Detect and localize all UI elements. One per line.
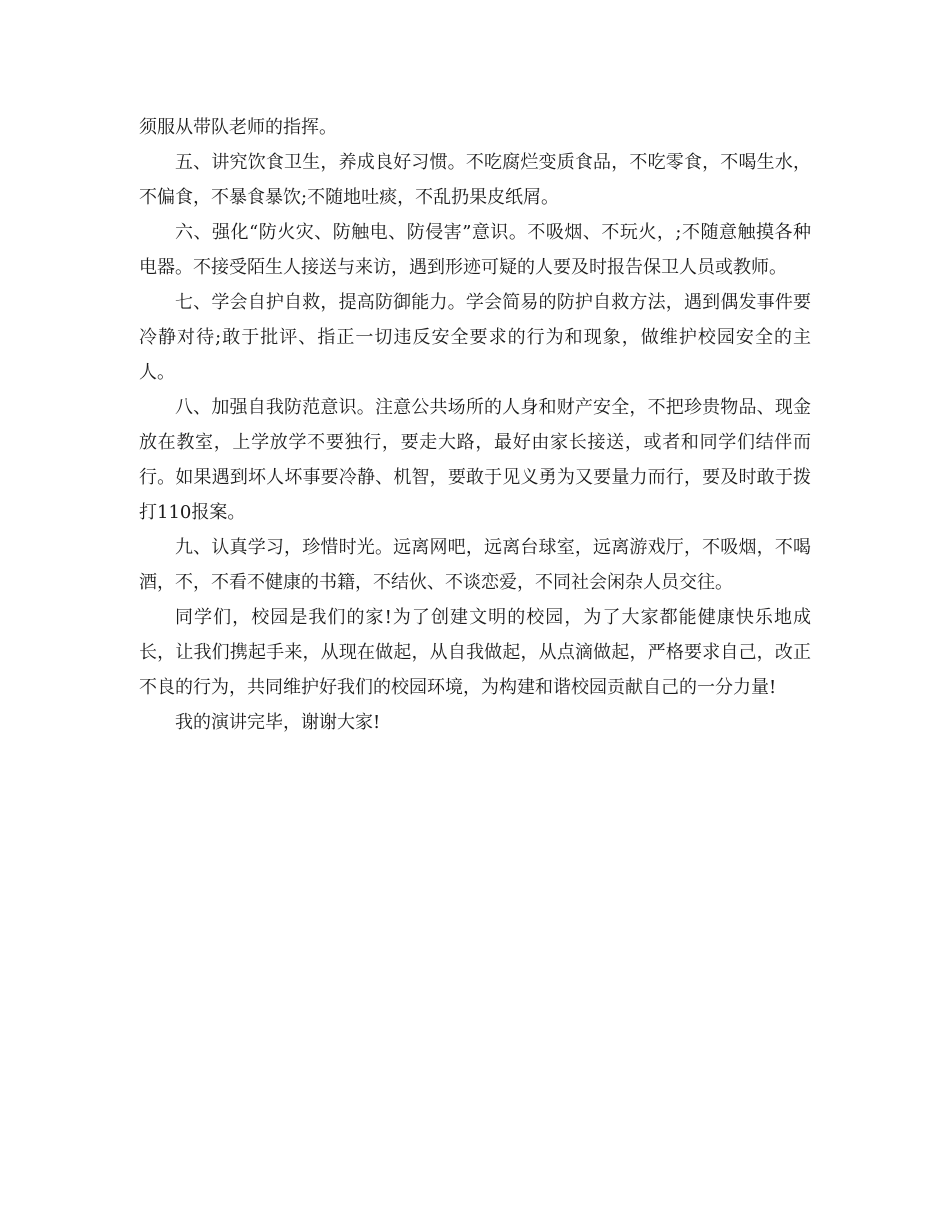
paragraph-rule-7: 七、学会自护自救，提高防御能力。学会简易的防护自救方法，遇到偶发事件要冷静对待;敢于批评、指正一切违反安全要求的行为和现象，做维护校园安全的主人。 — [139, 292, 811, 383]
paragraph-rule-6: 六、强化“防火灾、防触电、防侵害”意识。不吸烟、不玩火，;不随意触摸各种电器。不接受陌生人接送与来访，遇到形迹可疑的人要及时报告保卫人员或教师。 — [139, 222, 811, 278]
paragraph-continuation: 须服从带队老师的指挥。 — [139, 117, 337, 138]
paragraph-rule-5: 五、讲究饮食卫生，养成良好习惯。不吃腐烂变质食品，不吃零食，不喝生水，不偏食，不暴食暴饮;不随地吐痰，不乱扔果皮纸屑。 — [139, 152, 811, 208]
paragraph-appeal: 同学们，校园是我们的家!为了创建文明的校园，为了大家都能健康快乐地成长，让我们携起手来，从现在做起，从自我做起，从点滴做起，严格要求自己，改正不良的行为，共同维护好我们的校园环境，为构建和谐校园贡献自己的一分力量! — [139, 607, 811, 698]
paragraph-rule-9: 九、认真学习，珍惜时光。远离网吧，远离台球室，远离游戏厅，不吸烟，不喝酒，不，不看不健康的书籍，不结伙、不谈恋爱，不同社会闲杂人员交往。 — [139, 537, 811, 593]
document-body — [139, 110, 811, 740]
paragraph-rule-8: 八、加强自我防范意识。注意公共场所的人身和财产安全，不把珍贵物品、现金放在教室，上学放学不要独行，要走大路，最好由家长接送，或者和同学们结伴而行。如果遇到坏人坏事要冷静、机智，要敢于见义勇为又要量力而行，要及时敢于拨打110报案。 — [139, 397, 811, 523]
paragraph-closing: 我的演讲完毕，谢谢大家! — [175, 712, 381, 733]
